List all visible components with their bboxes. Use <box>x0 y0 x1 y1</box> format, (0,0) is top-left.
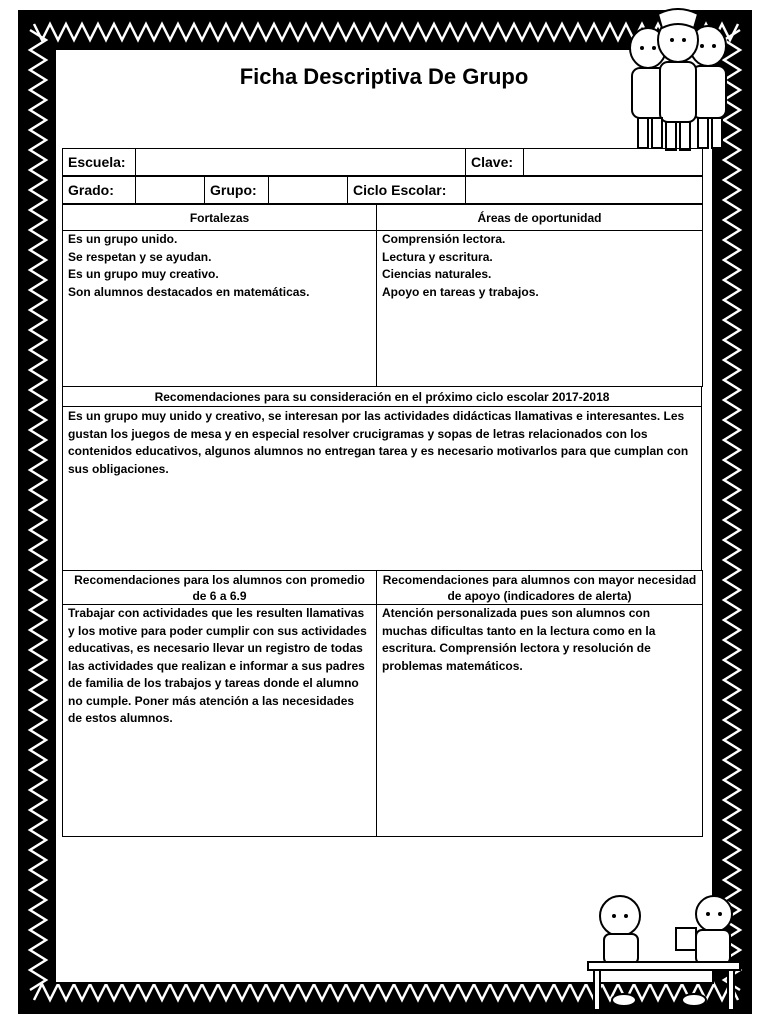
list-item: Lectura y escritura. <box>382 249 493 264</box>
fortalezas-heading: Fortalezas <box>63 205 377 231</box>
areas-content[interactable] <box>377 231 703 387</box>
recomendaciones-table <box>62 386 702 571</box>
grupo-field[interactable] <box>269 177 348 204</box>
list-item: Son alumnos destacados en matemáticas. <box>68 284 310 299</box>
list-item: Ciencias naturales. <box>382 267 492 281</box>
apoyo-heading: Recomendaciones para alumnos con mayor necesidad de apoyo (indicadores de alerta) <box>377 571 703 605</box>
promedio-heading: Recomendaciones para los alumnos con promedio de 6 a 6.9 <box>63 571 377 605</box>
escuela-field[interactable] <box>136 149 466 176</box>
grado-label: Grado: <box>63 177 136 204</box>
list-item: Apoyo en tareas y trabajos. <box>382 284 539 299</box>
promedio-content[interactable]: Trabajar con actividades que les resulten llamativas y los motive para poder cumplir con sus actividades educativas, es necesario llevar un registro de todas las actividades que realizan e informar a sus padres de familia de los trabajos y tareas donde el alumno no cumple. Poner más atención a las necesidades de estos alumnos. <box>63 605 377 837</box>
ciclo-escolar-field[interactable] <box>466 177 703 204</box>
list-item: Es un grupo muy creativo. <box>68 267 219 281</box>
page-title: Ficha Descriptiva De Grupo <box>239 64 529 89</box>
escuela-label: Escuela: <box>63 149 136 176</box>
list-item: Es un grupo unido. <box>68 232 178 246</box>
grado-field[interactable] <box>136 177 205 204</box>
apoyo-content[interactable]: Atención personalizada pues son alumnos con muchas dificultas tanto en la lectura como en la escritura. Comprensión lectora y resolución de problemas matemáticos. <box>377 605 703 837</box>
header-table-2 <box>62 176 703 204</box>
recomendaciones-heading: Recomendaciones para su consideración en el próximo ciclo escolar 2017-2018 <box>63 387 702 407</box>
grupo-label: Grupo: <box>205 177 269 204</box>
ciclo-escolar-label: Ciclo Escolar: <box>348 177 466 204</box>
kids-desk-clipart <box>584 888 744 1014</box>
alumnos-table <box>62 570 703 837</box>
areas-heading: Áreas de oportunidad <box>377 205 703 231</box>
list-item: Se respetan y se ayudan. <box>68 249 212 264</box>
fortalezas-areas-table <box>62 204 703 387</box>
clave-label: Clave: <box>466 149 524 176</box>
recomendaciones-content[interactable]: Es un grupo muy unido y creativo, se interesan por las actividades didácticas llamativas e interesantes. Les gustan los juegos de mesa y en especial resolver crucigramas y sopas de letras relacionados con los contenidos educativos, algunos alumnos no entregan tarea y es necesario motivarlos para que cumplan con sus obligaciones. <box>63 407 702 571</box>
clave-field[interactable] <box>524 149 703 176</box>
header-table <box>62 148 703 176</box>
fortalezas-content[interactable] <box>63 231 377 387</box>
list-item: Comprensión lectora. <box>382 232 506 246</box>
